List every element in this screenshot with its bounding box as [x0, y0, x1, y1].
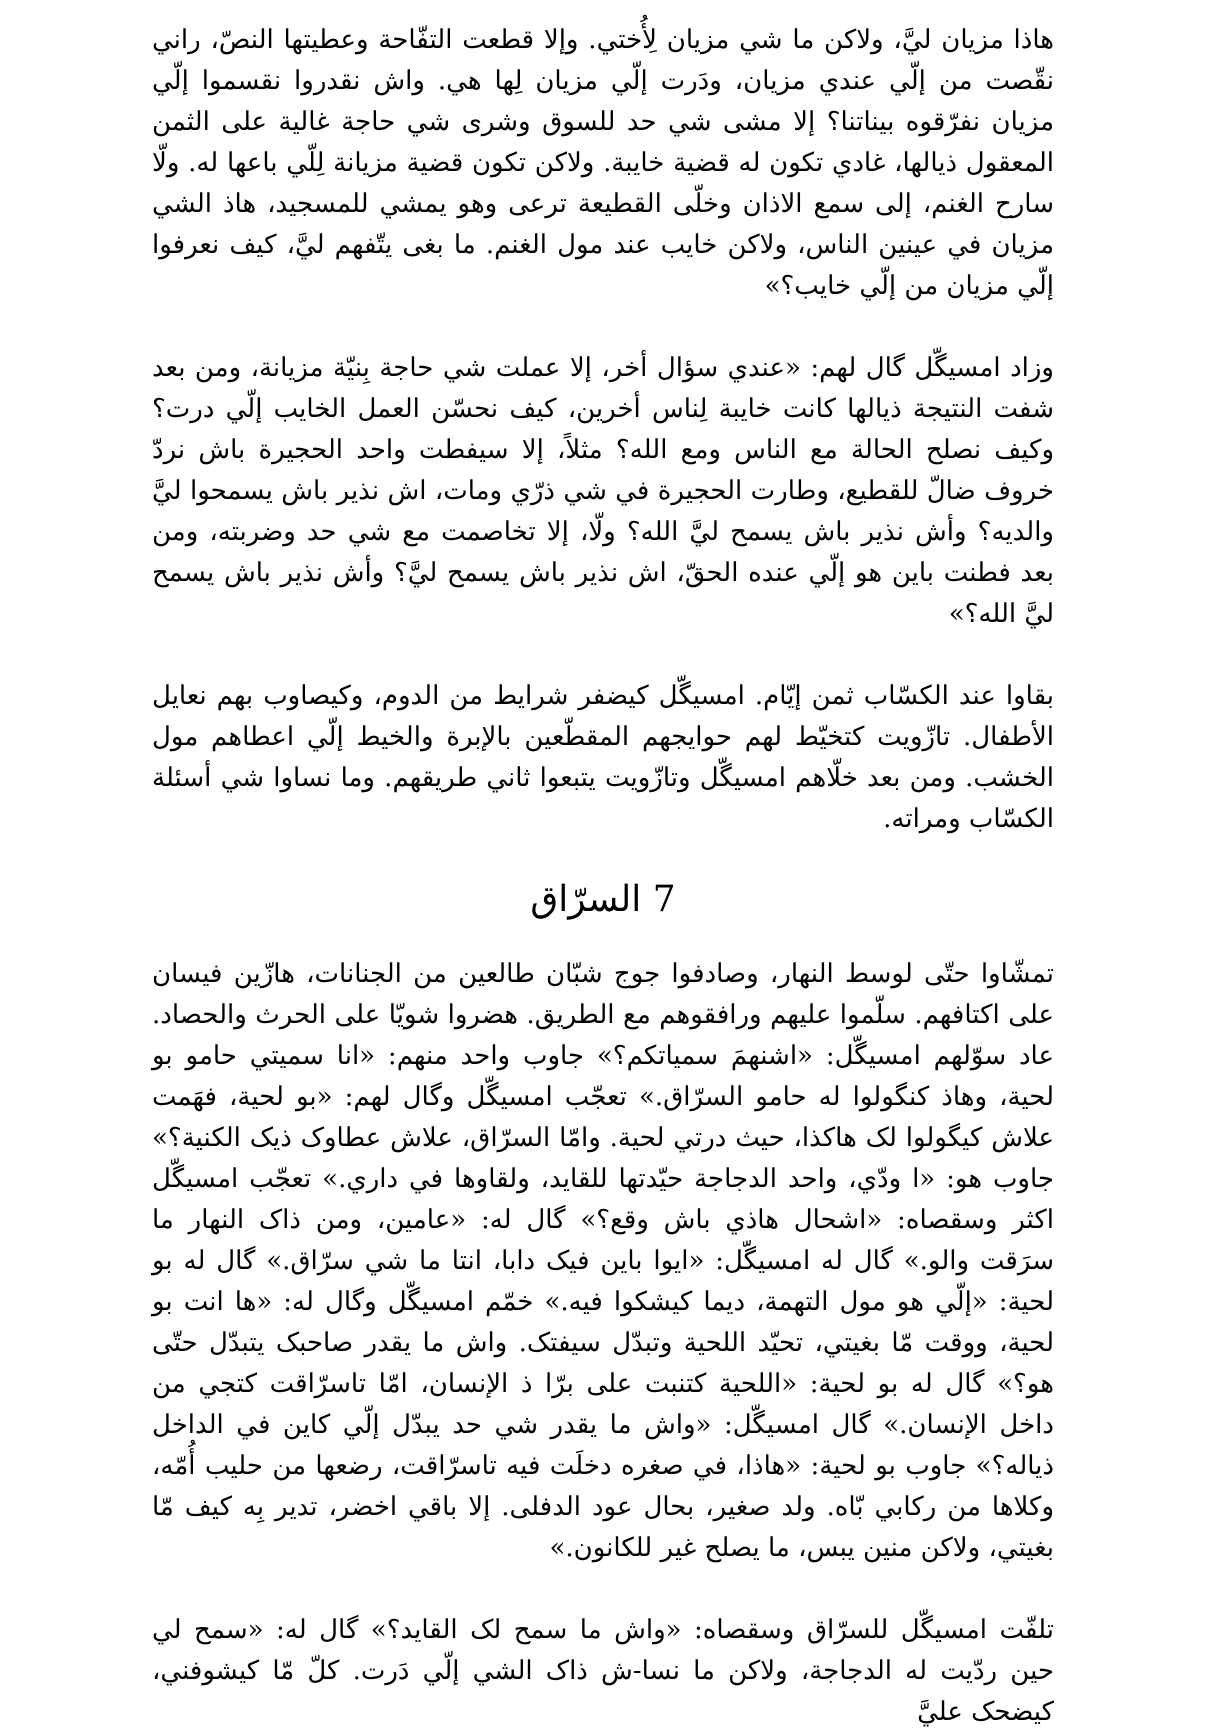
paragraph: وزاد امسيگّل گال لهم: «عندي سؤال أخر، إلا عملت شي حاجة بِنيّة مزيانة، ومن بعد شفت النتيجة ذيالها كانت خايبة لِناس أخرين، كيف نحسّن العمل الخايب إلّي درت؟ وكيف نصلح الحالة مع الناس ومع الله؟ مثلاً، إلا سيفطت واحد الحجيرة باش نردّ خروف ضالّ للقطيع، وطارت الحجيرة في شي ذرّي ومات، اش نذير باش يسمحوا ليَّ والديه؟ وأش نذير باش يسمح ليَّ الله؟ ولّا، إلا تخاصمت مع شي حد وضربته، ومن بعد فطنت باين هو إلّي عنده الحقّ، اش نذير باش يسمح ليَّ؟ وأش نذير باش يسمح ليَّ الله؟» [152, 353, 1054, 629]
paragraph-spacer [152, 635, 1054, 676]
paragraph: بقاوا عند الكسّاب ثمن إيّام. امسيگّل كيضفر شرايط من الدوم، وكيصاوب بهم نعايل الأطفال. تازّويت كتخيّط لهم حوايجهم المقطّعين بالإبرة والخيط إلّي اعطاهم مول الخشب. ومن بعد خلّاهم امسيگّل وتازّويت يتبعوا ثاني طريقهم. وما نساوا شي أسئلة الكسّاب ومراته. [152, 681, 1054, 834]
paragraph: تلفّت امسيگّل للسرّاق وسقصاه: «واش ما سمح لک القايد؟» گال له: «سمح لي حين ردّيت له الدجاجة، ولاكن ما نسا-ش ذاک الشي إلّي دَرت. كلّ مّا كيشوفني، كيضحک عليَّ [152, 1615, 1054, 1727]
paragraph: تمشّاوا حتّى لوسط النهار، وصادفوا جوج شبّان طالعين من الجنانات، هازّين فيسان على اكتافهم. سلّموا عليهم ورافقوهم مع الطريق. هضروا شويّا على الحرث والحصاد. عاد سوّلهم امسيگّل: «اشنهمَ سمياتكم؟» جاوب واحد منهم: «انا سميتي حامو بو لحية، وهاذ كنگولوا له حامو السرّاق.» تعجّب امسيگّل وگال لهم: «بو لحية، فهَمت علاش كيگولوا لک هاكذا، حيث درتي لحية. وامّا السرّاق، علاش عطاوک ذيک الكنية؟» جاوب هو: «ا ودّي، واحد الدجاجة حيّدتها للقايد، ولقاوها في داري.» تعجّب امسيگّل اكثر وسقصاه: «اشحال هاذي باش وقع؟» گال له: «عامين، ومن ذاک النهار ما سرَقت والو.» گال له امسيگّل: «ايوا باين فيک دابا، انتا ما شي سرّاق.» گال له بو لحية: «إلّي هو مول التهمة، ديما كيشكوا فيه.» خمّم امسيگّل وگال له: «ها انت بو لحية، ووقت مّا بغيتي، تحيّد اللحية وتبدّل سيفتک. واش ما يقدر صاحبک يتبدّل حتّى هو؟» گال له بو لحية: «اللحية كتنبت على برّا ذ الإنسان، امّا تاسرّاقت كتجي من داخل الإنسان.» گال امسيگّل: «واش ما يقدر شي حد يبدّل إلّي كاين في الداخل ذياله؟» جاوب بو لحية: «هاذا، في صغره دخلَت فيه تاسرّاقت، رضعها من حليب أُمّه، وكلاها من ركابي بّاه. ولد صغير، بحال عود الدفلى. إلا باقي اخضر، تدير بِه كيف مّا بغيتي، ولاكن منين يبس، ما يصلح غير للكانون.» [152, 959, 1054, 1563]
chapter-heading: 7 السرّاق [530, 879, 676, 920]
paragraph: هاذا مزيان ليَّ، ولاكن ما شي مزيان لِأُختي. وإلا قطعت التفّاحة وعطيتها النصّ، راني نقّصت من إلّي عندي مزيان، ودَرت إلّي مزيان لِها هي. واش نقدروا نقسموا إلّي مزيان نفرّقوه بيناتنا؟ إلا مشى شي حد للسوق وشرى شي حاجة غالية على الثمن المعقول ذيالها، غادي تكون له قضية خايبة. ولاكن تكون قضية مزيانة لِلّي باعها له. ولّا سارح الغنم، إلى سمع الاذان وخلّى القطيعة ترعى وهو يمشي للمسجيد، هاذ الشي مزيان في عينين الناس، ولاكن خايب عند مول الغنم. ما بغى يتّفهم ليَّ، كيف نعرفوا إلّي مزيان من إلّي خايب؟» [152, 25, 1054, 301]
paragraph-spacer [152, 1569, 1054, 1610]
paragraph-spacer [152, 307, 1054, 348]
